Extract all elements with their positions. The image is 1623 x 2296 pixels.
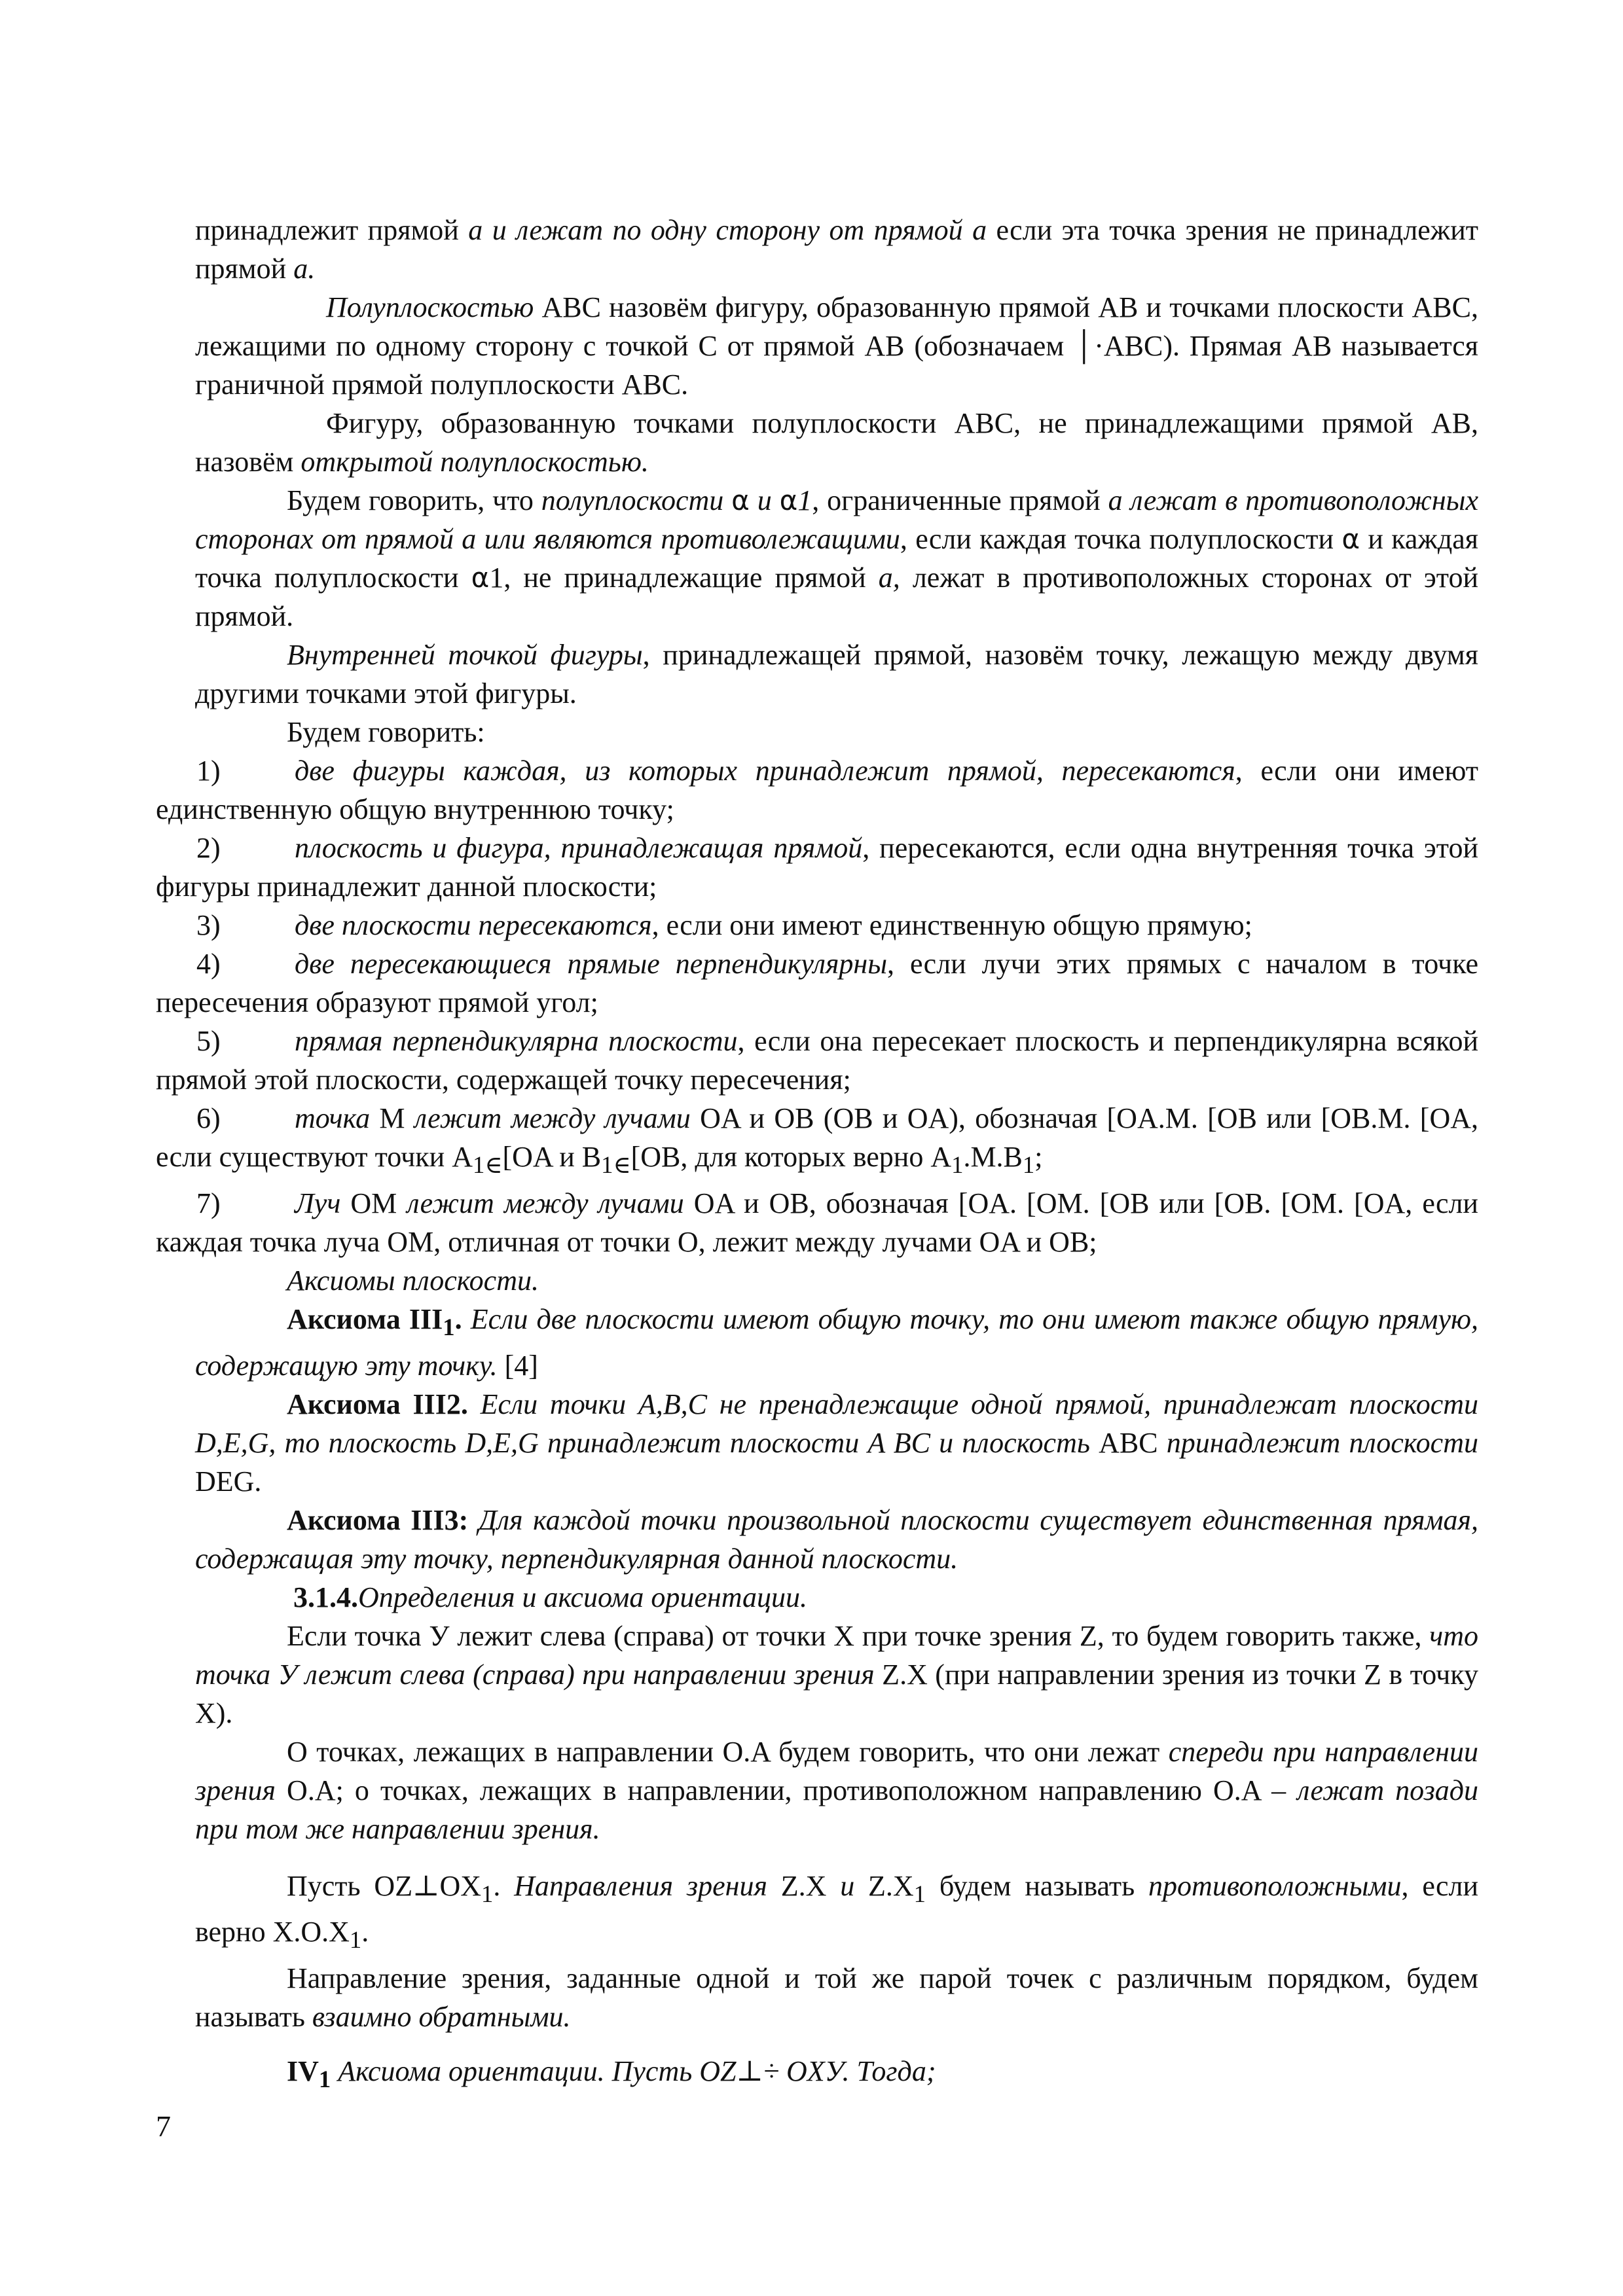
list-item: 5) прямая перпендикулярна плоскости, если она пересекает плоскость и перпендикулярна всякой прямой этой плоскости, содержащей точку пересечения; xyxy=(156,1025,1478,1096)
list-item: 1) две фигуры каждая, из которых принадлежит прямой, пересекаются, если они имеют единственную общую внутреннюю точку; xyxy=(156,755,1478,825)
paragraph: Если точка У лежит слева (справа) от точки X при точке зрения Z, то будем говорить также, что точка У лежит слева (справа) при направлении зрения Z.X (при направлении зрения из точки Z в точку X). xyxy=(195,1619,1478,1729)
list-item: 4) две пересекающиеся прямые перпендикулярны, если лучи этих прямых с началом в точке пересечения образуют прямой угол; xyxy=(156,948,1478,1018)
paragraph: Будем говорить: xyxy=(287,716,485,748)
axiom-paragraph: Аксиома III3: Для каждой точки произвольной плоскости существует единственная прямая, содержащая эту точку, перпендикулярная данной плоскости. xyxy=(195,1503,1479,1575)
paragraph: О точках, лежащих в направлении O.A будем говорить, что они лежат спереди при направлении зрения O.A; о точках, лежащих в направлении, противоположном направлению O.A – лежат позади при том же направлении зрения. xyxy=(195,1735,1478,1845)
page-number: 7 xyxy=(156,2109,171,2143)
axiom-paragraph: Аксиома $III_1$. Если две плоскости имеют общую точку, то они имеют также общую прямую, содержащую эту точку. [4] xyxy=(195,1302,1478,1382)
list-item: 6) точка M лежит между лучами OA и OB (OB и OA), обозначая [OA.M. [OB или [OB.M. [OA, если существуют точки $A_{1\in}[OA$ и $B_{1\in}[OB$, для которых верно $A_1.M.B_1$; xyxy=(156,1102,1478,1178)
section-subtitle: Аксиомы плоскости. xyxy=(287,1264,539,1297)
list-item: 3) две плоскости пересекаются, если они имеют единственную общую прямую; xyxy=(196,909,1252,941)
paragraph: Внутренней точкой фигуры, принадлежащей прямой, назовём точку, лежащую между двумя другими точками этой фигуры. xyxy=(195,639,1478,709)
paragraph: Пусть $OZ\perp OX_1$. Направления зрения Z.X и $Z.X_1$ будем называть противоположными, если верно $X.O.X_1$. xyxy=(195,1869,1478,1954)
paragraph: Полуплоскостью ABC назовём фигуру, образованную прямой AB и точками плоскости ABC, лежащими по одному сторону с точкой C от прямой AB (обозначаем │·ABC). Прямая AB называется граничной прямой полуплоскости ABC. xyxy=(195,291,1478,401)
list-item: 2) плоскость и фигура, принадлежащая прямой, пересекаются, если одна внутренняя точка этой фигуры принадлежит данной плоскости; xyxy=(156,832,1478,903)
document-body xyxy=(156,211,1479,2098)
paragraph: Будем говорить, что полуплоскости α и α1, ограниченные прямой a лежат в противоположных сторонах от прямой a или являются противолежащими, если каждая точка полуплоскости α и каждая точка полуплоскости α1, не принадлежащие прямой a, лежат в противоположных сторонах от этой прямой. xyxy=(195,484,1478,632)
section-heading: 3.1.4.Определения и аксиома ориентации. xyxy=(293,1581,808,1613)
paragraph: Фигуру, образованную точками полуплоскости ABC, не принадлежащими прямой AB, назовём открытой полуплоскостью. xyxy=(195,407,1478,478)
axiom-paragraph: $IV_1$ Аксиома ориентации. Пусть OZ⊥÷ OXУ. Тогда; xyxy=(287,2055,936,2092)
axiom-paragraph: Аксиома III2. Если точки A,B,C не пренадлежащие одной прямой, принадлежат плоскости D,E,G, то плоскость D,E,G принадлежит плоскости A BC и плоскость ABC принадлежит плоскости DEG. xyxy=(195,1388,1478,1498)
paragraph: принадлежит прямой a и лежат по одну сторону от прямой a если эта точка зрения не принадлежит прямой a. xyxy=(195,214,1478,285)
list-item: 7) Луч OM лежит между лучами OA и OB, обозначая [OA. [OM. [OB или [OB. [OM. [OA, если каждая точка луча OM, отличная от точки O, лежит между лучами OA и OB; xyxy=(156,1187,1478,1258)
paragraph: Направление зрения, заданные одной и той же парой точек с различным порядком, будем называть взаимно обратными. xyxy=(195,1962,1478,2034)
